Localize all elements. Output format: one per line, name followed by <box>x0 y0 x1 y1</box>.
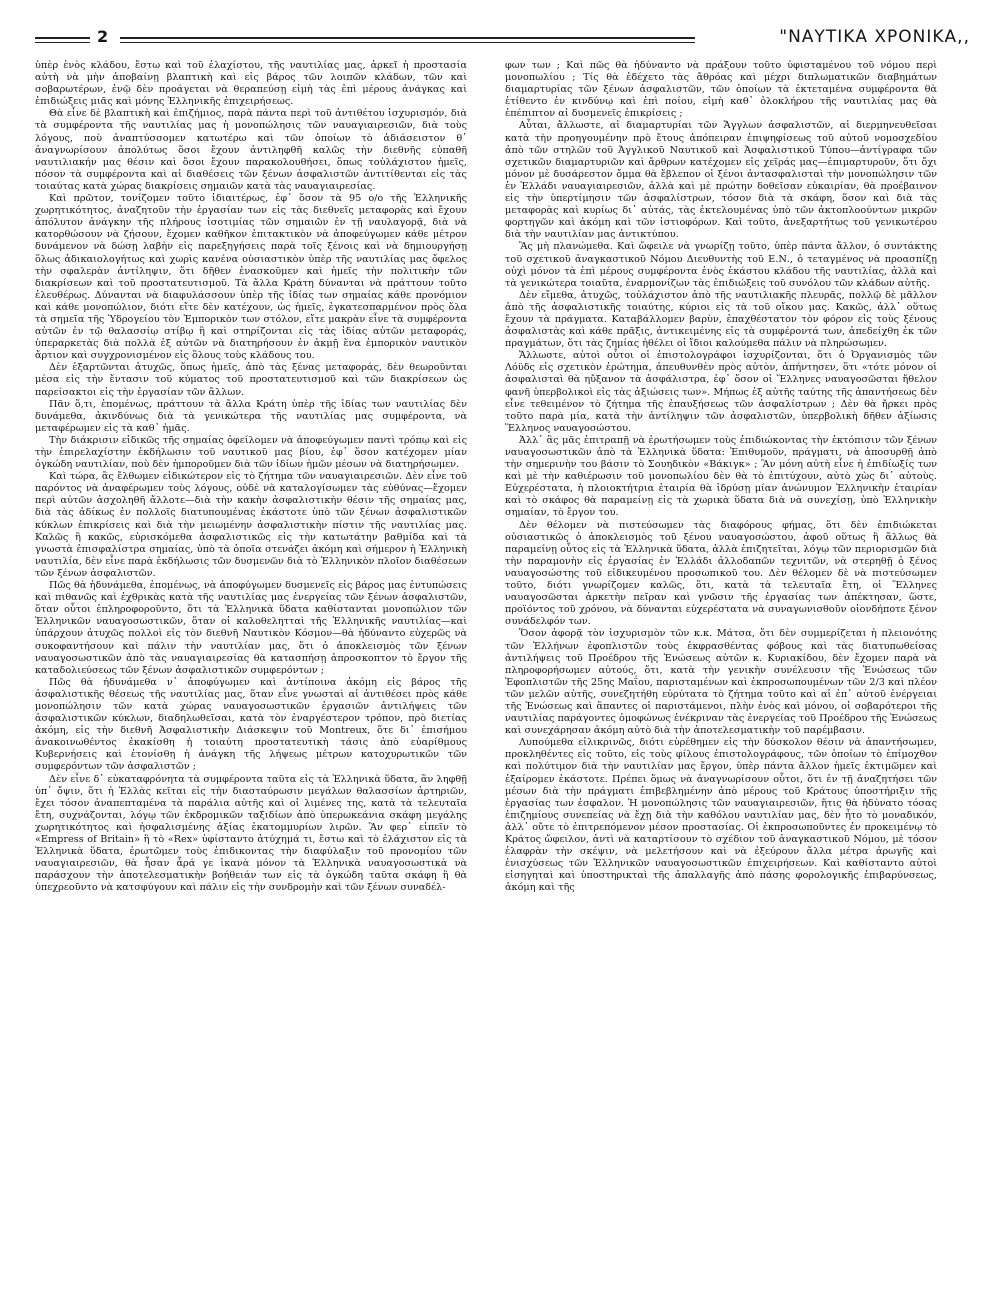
paragraph: Πῶς θὰ ἠδυνάμεθα ν᾽ ἀποφύγωμεν καὶ ἀντίποινα ἀκόμη εἰς βάρος τῆς ἀσφαλιστικῆς θέσεως τῆς ναυτιλίας μας, ὅταν εἶνε γνωσταὶ αἱ ἀντιθέσει πρὸς κάθε μονοπώλησιν τῶν κατὰ χώρας ναυαγοσωστικῶν ἐργασιῶν ἀντιλήψεις τῶν ἀσφαλιστικῶν κύκλων, διαδηλωθεῖσαι, κατὰ τὸν ἐναργέστερον τρόπον, πρὸ διετίας ἀκόμη, εἰς τὴν διεθνῆ Ἀσφαλιστικὴν Διάσκεψιν τοῦ Montreux, ὅτε δι᾽ ἐπισήμου ἀνακοινωθέντος ἐκακίσθη ἡ τοιαύτη προστατευτικὴ τάσις ἀπὸ εὐαρίθμους Κυβερνήσεις καὶ ἐτονίσθη ἡ ἀνάγκη τῆς λήψεως μέτρων κατοχυρωτικῶν τῶν συμφερόντων τῶν ἀσφαλιστῶν ; <box>35 676 467 773</box>
paragraph: Τὴν διάκρισιν εἰδικῶς τῆς σημαίας ὀφείλομεν νὰ ἀποφεύγωμεν παντὶ τρόπῳ καὶ εἰς τὴν ἐπιρελαχίστην ἐκδήλωσιν τοῦ ναυτικοῦ μας βίου, ἐφ᾽ ὅσον κατέχομεν μίαν ὀγκώδη ναυτιλίαν, ποὺ δὲν ἠμποροῦμεν διὰ τῶν ἰδίων ἡμῶν μέσων νὰ διατηρήσωμεν. <box>35 434 467 471</box>
page-header <box>35 27 970 57</box>
paragraph: Ἄλλωστε, αὐτοὶ οὗτοι οἱ ἐπιστολογράφοι ἰσχυρίζονται, ὅτι ὁ Ὀργανισμὸς τῶν Λόϋδς εἰς σχετικὸν ἐρώτημα, ἀπευθυνθὲν πρὸς αὐτὸν, ἀπήντησεν, ὅτι «τότε μόνον οἱ ἀσφαλισταὶ θὰ ηὔξανον τὰ ἀσφάλιστρα, ἐφ᾽ ὅσον οἱ Ἕλληνες ναυαγοσῶσται ἤθελον φανῆ ὑπερβολικοὶ εἰς τὰς ἀξιώσεις των». Μήπως ἐξ αὐτῆς ταύτης τῆς ἀπαντήσεως δὲν εἶνε τεθειμένον τὸ ζήτημα τῆς ἐπαυξήσεως τῶν ἀσφαλίστρων ; Δὲν θὰ ἤρκει πρὸς τοῦτο παρὰ μία, κατὰ τὴν ἀντίληψιν τῶν ἀσφαλιστῶν, ὑπερβολικὴ δῆθεν ἀξίωσις Ἕλληνος ναυαγοσώστου. <box>505 350 937 434</box>
paragraph: Δὲν θέλομεν νὰ πιστεύσωμεν τὰς διαφόρους φήμας, ὅτι δὲν ἐπιδιώκεται οὐσιαστικῶς ὁ ἀποκλεισμὸς τοῦ ξένου ναυαγοσώστου, ἀφοῦ οὕτως ἢ ἄλλως θὰ παραμείνῃ οὗτος εἰς τὰ Ἑλληνικὰ ὕδατα, ἀλλὰ ἐπιζητεῖται, λόγῳ τῶν περιορισμῶν διὰ τὴν παραμονὴν εἰς ἐργασίας ἐν Ἑλλάδι ἀλλοδαπῶν τεχνιτῶν, νὰ στερηθῇ ὁ ξένος ναυαγοσώστης τοῦ εἰδικευμένου προσωπικοῦ του. Δὲν θέλομεν δὲ νὰ πιστεύσωμεν τοῦτο, διότι γνωρίζομεν καλῶς, ὅτι, κατὰ τὰ τελευταῖα ἔτη, οἱ Ἕλληνες ναυαγοσῶσται ἀρκετὴν πεῖραν καὶ γνῶσιν τῆς ἐργασίας των ἀπέκτησαν, ὥστε, προϊόντος τοῦ χρόνου, νὰ δύνανται εὐχερέστατα νὰ συναγωνισθοῦν οἱονδήποτε ξένον συνάδελφόν των. <box>505 519 937 628</box>
paragraph: Καὶ τώρα, ἂς ἔλθωμεν εἰδικώτερον εἰς τὸ ζήτημα τῶν ναυαγιαιρεσιῶν. Δὲν εἶνε τοῦ παρόντος νὰ ἀναφέρωμεν τοὺς λόγους, οὐδὲ νὰ καταλογίσωμεν τὰς εὐθύνας—ἔχομεν περὶ αὐτῶν ἀσχοληθῆ ἄλλοτε—διὰ τὴν κακὴν ἀσφαλιστικὴν θέσιν τῆς σημαίας μας, διὰ τὰς ἀδίκως ἐν πολλοῖς διατυπουμένας ἑκάστοτε ὑπὸ τῶν ξένων ἀσφαλιστικῶν κύκλων ἐπικρίσεις καὶ διὰ τὴν μειωμένην ἀσφαλιστικὴν πίστιν τῆς ναυτιλίας μας. Καλῶς ἢ κακῶς, εὑρισκόμεθα ἀσφαλιστικῶς εἰς τὴν κατωτάτην βαθμίδα καὶ τὰ γνωστὰ ἐπισφαλίστρα σημαίας, ὑπὸ τὰ ὁποῖα στενάζει ἀκόμη καὶ σήμερον ἡ Ἑλληνικὴ ναυτιλία, δὲν εἶνε παρὰ ἐκδήλωσις τῶν δυσμενῶν διὰ τὸ Ἑλληνικὸν πλοῖον διαθέσεων τῶν ξένων ἀσφαλιστῶν. <box>35 471 467 579</box>
page-number: 2 <box>97 27 109 46</box>
paragraph: Θὰ εἶνε δὲ βλαπτικὴ καὶ ἐπιζήμιος, παρὰ πάντα περὶ τοῦ ἀντιθέτου ἰσχυρισμόν, διὰ τὰ συμφέροντα τῆς ναυτιλίας μας ἡ μονοπώλησις τῶν ναυαγιαιρεσιῶν, διὰ τοὺς λόγους, ποὺ ἀναπτύσσομεν κατωτέρω καὶ τῶν ὁποίων τὸ ἀδιάσειστον θ᾽ ἀναγνωρίσουν ἀπολύτως ὅσοι ἔχουν ἀντιληφθῆ καλῶς τὴν διεθνῆς εὐπαθῆ ναυτιλιακήν μας θέσιν καὶ ὅσοι ἔχουν παρακολουθήσει, ὅπως τοὐλάχιστον ἡμεῖς, πόσον τὰ συμφέροντα καὶ αἱ διαθέσεις τῶν ξένων ἀσφαλιστῶν ἀντιτίθενται εἰς τὰς τοιαύτας κατὰ χώρας διακρίσεις σημαιῶν κατὰ τὰς ναυαγιαιρεσίας. <box>35 108 467 192</box>
paragraph: Ἀλλ᾽ ἂς μᾶς ἐπιτραπῇ νὰ ἐρωτήσωμεν τοὺς ἐπιδιώκοντας τὴν ἐκτόπισιν τῶν ξένων ναυαγοσωστικῶν ἀπὸ τὰ Ἑλληνικὰ ὕδατα: Ἐπιθυμοῦν, πράγματι, νὰ ἀποσυρθῇ ἀπὸ τὴν σημερινὴν του βάσιν τὸ Σουηδικὸν «Βάκιγκ» ; Ἂν μόνη αὐτὴ εἶνε ἡ ἐπιδίωξίς των καὶ μὲ τὴν καθιέρωσιν τοῦ μονοπωλίου δὲν θὰ τὸ ἐπιτύχουν, αὐτὸ χὼς δι᾽ αὐτοὺς. Εὐχερέστατα, ἡ πλοιοκτήτρια ἑταιρία θὰ ἱδρύσῃ μίαν ἀνώνυμον Ἑλληνικὴν ἑταιρίαν καὶ τὸ σκάφος θὰ παραμείνῃ εἰς τὰ χωρικὰ ὕδατα διὰ νὰ συνεχίσῃ, ὑπὸ Ἑλληνικὴν σημαίαν, τὸ ἔργον του. <box>505 434 937 519</box>
header-rule-middle <box>120 37 695 39</box>
paragraph: φων των ; Καὶ πῶς θὰ ἠδύναντο νὰ πράξουν τοῦτο ὑφισταμένου τοῦ νόμου περὶ μονοπωλίου ; Τίς θὰ ἐδέχετο τὰς ἄθρόας καὶ μέχρι διπλωματικῶν διαβημάτων διαμαρτυρίας τῶν ξένων ἀσφαλιστῶν, τῶν ὁποίων τὰ ἐκτεταμένα συμφέροντα θὰ ἐτίθεντο ἐν κινδύνῳ καὶ ἐπὶ ποίου, εἰμὴ καθ᾽ ὁλοκλήρου τῆς ναυτιλίας μας θὰ ἐπέπιπτον αἱ δυσμενεῖς ἐπικρίσεις ; <box>505 60 937 120</box>
journal-title: "ΝΑΥΤΙΚΑ ΧΡΟΝΙΚΑ,, <box>779 27 970 47</box>
paragraph: ὑπὲρ ἑνὸς κλάδου, ἔστω καὶ τοῦ ἐλαχίστου, τῆς ναυτιλίας μας, ἀρκεῖ ἡ προστασία αὐτὴ νὰ μὴν ἀποβαίνῃ βλαπτικὴ καὶ εἰς βάρος τῶν λοιπῶν κλάδων, τῶν καὶ σοβαρωτέρων, ἐνῷ δὲν προάγεται νὰ θεραπεύσῃ εἰμὴ τὰς ἐπὶ μέρους ἀνάγκας καὶ ἐπιδιώξεις μιᾶς καὶ μόνης Ἑλληνικῆς ἐπιχειρήσεως. <box>35 60 467 108</box>
paragraph: Καὶ πρῶτον, τονίζομεν τοῦτο ἰδιαιτέρως, ἐφ᾽ ὅσον τὰ 95 ο/ο τῆς Ἑλληνικῆς χωρητικότητος, ἀναζητοῦν τὴν ἐργασίαν των εἰς τὰς διεθνεῖς μεταφορὰς καὶ ἔχουν ἀπόλυτον ἀνάγκην τῆς πλήρους ἰσοτιμίας τῶν σημαιῶν ἐν τῇ ναυλαγορᾷ, διὰ νὰ κατορθώσουν νὰ ζήσουν, ἔχομεν καθῆκον ἐπιτακτικὸν νὰ ἀποφεύγωμεν κάθε μέτρον δυνάμενον νὰ δώσῃ λαβὴν εἰς παρεξηγήσεις παρὰ τοῖς ξένοις καὶ νὰ δημιουργήσῃ ὅλως ἀδικαιολογήτως καὶ χωρὶς κανένα οὐσιαστικὸν ὑπὲρ τῆς ναυτιλίας μας ὄφελος τὴν σφαλερὰν ἀντίληψιν, ὅτι δῆθεν ἐνασκοῦμεν καὶ ἡμεῖς τὴν πολιτικὴν τῶν διακρίσεων καὶ τοῦ προστατευτισμοῦ. Τὰ ἄλλα Κράτη δύνανται νὰ πράττουν τοῦτο ἐλευθέρως. Δύνανται νὰ διαφυλάσσουν ὑπὲρ τῆς ἰδίας των σημαίας κάθε προνόμιον καὶ κάθε μονοπώλιον, διότι εἴτε δὲν κατέχουν, ὡς ἡμεῖς, ἐγκατεσπαρμένον πρὸς ὅλα τὰ σημεῖα τῆς Ὑδρογείου τὸν Ἐμπορικὸν των στόλον, εἴτε μακρὰν εἶνε τὰ συμφέροντα αὐτῶν ἐν τῷ θαλασσίῳ στίβῳ ἢ καὶ στηρίζονται εἰς τὰς ἰδίας αὐτῶν μεταφοράς, ὑπεραρκετὰς διὰ πολλὰ ἐξ αὐτῶν νὰ διατηρήσουν ἐν ἀκμῇ ἕνα ἐμπορικὸν ναυτικὸν ἄρτιον καὶ συγχρονισμένον εἰς ὅλους τοὺς κλάδους του. <box>35 193 467 362</box>
paragraph: Ὅσον ἀφορᾷ τὸν ἰσχυρισμὸν τῶν κ.κ. Μάτσα, ὅτι δὲν συμμερίζεται ἡ πλειονότης τῶν Ἑλλήνων ἐφοπλιστῶν τοὺς ἐκφρασθέντας φόβους καὶ τὰς διατυπωθείσας ἀντιλήψεις τοῦ Προέδρου τῆς Ἑνώσεως αὐτῶν κ. Κυριακίδου, δὲν ἔχομεν παρὰ νὰ πληροφορήσωμεν αὐτούς, ὅτι, κατὰ τὴν γενικὴν συνέλευσιν τῆς Ἑνώσεως τῶν Ἐφοπλιστῶν τῆς 25ης Μαΐου, παρισταμένων καὶ ἐκπροσωπουμένων τῶν 2/3 καὶ πλέον τῶν μελῶν αὐτῆς, συνεζητήθη εὐρύτατα τὸ ζήτημα τοῦτο καὶ αἱ ἐπ᾽ αὐτοῦ ἐνέργειαι τῆς Ἑνώσεως καὶ ἅπαντες οἱ παριστάμενοι, πλὴν ἑνὸς καὶ μόνου, οἱ σοβαρότεροι τῆς ναυτιλίας παράγοντες ὁμοφώνως ἐνέκριναν τὰς ἐνεργείας τοῦ Προέδρου τῆς Ἑνώσεως καὶ συνεχάρησαν ἀκόμη αὐτὸ διὰ τὴν ἀποτελεσματικὴν τοῦ παρέμβασιν. <box>505 628 937 737</box>
right-column <box>505 60 937 1265</box>
left-column <box>35 60 467 1265</box>
paragraph: Πῶς θὰ ἠδυνάμεθα, ἑπομένως, νὰ ἀποφύγωμεν δυσμενεῖς εἰς βάρος μας ἐντυπώσεις καὶ πιθανῶς καὶ ἐχθρικὰς κατὰ τῆς ναυτιλίας μας ἐνεργείας τῶν ξένων ἀσφαλιστῶν, ὅταν οὗτοι ἐπληροφοροῦντο, ὅτι τὰ Ἑλληνικὰ ὕδατα καθίστανται μονοπώλιον τῶν Ἑλληνικῶν ναυαγοσωστικῶν, ὅταν οἱ καλοθελητταὶ τῆς Ἑλληνικῆς ναυτιλίας—καὶ ὑπάρχουν ἀτυχῶς πολλοὶ εἰς τὸν διεθνῆ Ναυτικὸν Κόσμον—θὰ ἠδύναντο εὐχερῶς νὰ συκοφαντήσουν καὶ πάλιν τὴν ναυτιλίαν μας, ὅτι ὁ ἀποκλεισμὸς τῶν ξένων ναυαγοσωστικῶν ἀπὸ τὰς ναυαγιαιρεσίας θὰ κατασπήσῃ ἀπροσκοπτον τὸ ἔργον τῆς καταδολιεύσεως τῶν ξένων ἀσφαλιστικῶν συμφερόντων ; <box>35 580 467 676</box>
paragraph: Πᾶν ὅ,τι, ἑπομένως, πράττουν τὰ ἄλλα Κράτη ὑπὲρ τῆς ἰδίας των ναυτιλίας δὲν δυνάμεθα, ἀκινδύνως διὰ τὰ γενικώτερα τῆς ναυτιλίας μας συμφέροντα, νὰ μεταφέρωμεν εἰς τὰ καθ᾽ ἡμᾶς. <box>35 398 467 434</box>
paragraph: Δὲν ἐξαρτῶνται ἀτυχῶς, ὅπως ἡμεῖς, ἀπὸ τὰς ξένας μεταφοράς, δὲν θεωροῦνται μέσα εἰς τὴν ἔντασιν τοῦ κύματος τοῦ προστατευτισμοῦ καὶ τῶν διακρίσεων ὡς παρείσακτοι εἰς τὴν ἐργασίαν τῶν ἄλλων. <box>35 362 467 398</box>
paragraph: Δὲν εἴμεθα, ἀτυχῶς, τοὐλάχιστον ἀπὸ τῆς ναυτιλιακῆς πλευρᾶς, πολλῷ δὲ μᾶλλον ἀπὸ τῆς ἀσφαλιστικῆς τοιαύτης, κύριοι εἰς τὰ τοῦ οἴκου μας. Κακῶς, ἀλλ᾽ οὕτως ἔχουν τὰ πράγματα. Καταβάλλομεν βαρὺν, ἐπαχθέστατον τὸν φόρον εἰς τοὺς ξένους ἀσφαλιστὰς καὶ κάθε πρᾶξις, ἀντικειμένης εἰς τὰ συμφέροντά των, ἀπεδείχθη ἐκ τῶν πραγμάτων, ὅτι τὰς ζημίας ἠθέλει οἱ ἴδιοι καλούμεθα πάλιν νὰ πληρώσωμεν. <box>505 289 937 350</box>
paragraph: Λυπούμεθα εἰλικρινῶς, διότι εὑρέθημεν εἰς τὴν δύσκολον θέσιν νὰ ἀπαντήσωμεν, προκληθέντες εἰς τοῦτο, εἰς τοὺς φίλους ἐπιστολογράφους, τῶν ὁποίων τὸ ἐπίμοχθον καὶ πολύτιμον διὰ τὴν ναυτιλίαν μας ἔργον, ὑπὲρ πάντα ἄλλον ἡμεῖς ἐκτιμῶμεν καὶ ἐξαίρομεν ἑκάστοτε. Πρέπει ὅμως νὰ ἀναγνωρίσουν οὗτοι, ὅτι ἐν τῇ ἀναζητήσει τῶν μέσων διὰ τὴν πράγματι ἐπιβεβλημένην ἀπὸ μέρους τοῦ Κράτους ὑποστήριξιν τῆς ἐργασίας των ἐσφαλον. Ἡ μονοπώλησις τῶν ναυαγιαιρεσιῶν, ἥτις θὰ ἠδύνατο τόσας ἐπιζημίους συνεπείας νὰ ἔχῃ διὰ τὴν καθόλου ναυτιλίαν μας, δὲν ἦτο τὸ μοναδικόν, ἀλλ᾽ οὔτε τὸ ἐπιτρεπόμενον μέσον προστασίας. Οἱ ἐκπροσωποῦντες ἐν προκειμένῳ τὸ Κράτος ὤφειλον, ἀντὶ νὰ καταρτίσουν τὸ σχέδιον τοῦ ἀναγκαστικοῦ Νόμου, μὲ τόσον ἐλαφρὰν τὴν σκέψιν, νὰ μελετήσουν καὶ νὰ ἐξεύρουν ἄλλα μέτρα ἀρωγῆς καὶ ἐνισχύσεως τῶν Ἑλληνικῶν ναυαγοσωστικῶν ἐπιχειρήσεων. Καὶ καθίσταντο αὐτοὶ εἰσηγηταὶ καὶ ὑποστηρικταὶ τῆς ἀπαλλαγῆς ἀπὸ πάσης φορολογικῆς ἐπιβαρύνσεως, ἀκόμη καὶ τῆς <box>505 737 937 894</box>
header-rule-left <box>35 37 90 39</box>
header-rule-left-thin <box>35 42 90 43</box>
paragraph: Αὗται, ἄλλωστε, αἱ διαμαρτυρίαι τῶν Ἄγγλων ἀσφαλιστῶν, αἱ διερμηνευθεῖσαι κατὰ τὴν προηγουμένην πρὸ ἔτους ἀπόπειραν ἐπιψηφίσεως τοῦ αὐτοῦ νομοσχεδίου ἀπὸ τῶν στηλῶν τοῦ Ἀγγλικοῦ Ναυτικοῦ καὶ Ἀσφαλιστικοῦ Τύπου—ἀντίγραφα τῶν σχετικῶν διαμαρτυριῶν καὶ ἄρθρων κατέχομεν εἰς χεῖράς μας—ἐπιμαρτυροῦν, ὅτι ὄχι μόνον μὲ δυσάρεστον ὄμμα θὰ ἔβλεπον οἱ ξένοι ἀντασφαλισταὶ τὴν μονοπώλησιν τῶν ἐν Ἑλλάδι ναυαγιαιρεσιῶν, ἀλλὰ καὶ μὲ πρώτην δοθεῖσαν εὐκαιρίαν, θὰ προέβαινον εἰς τὴν ὑπερτίμησιν τῶν ἀσφαλίστρων, τόσον διὰ τὰ σκάφη, ὅσον καὶ διὰ τὰς μεταφορὰς καὶ κυρίως δι᾽ αὐτάς, τὰς ἐκτελουμένας ὑπὸ τῶν ἀκτοπλοούντων μικρῶν φορτηγῶν καὶ ἀκόμη καὶ τῶν ἱστιοφόρων. Καὶ τοῦτο, ἀνεξαρτήτως τοῦ γενικωτέρου διὰ τὴν ναυτιλίαν μας ἀντικτύπου. <box>505 120 937 241</box>
paragraph: Δὲν εἶνε δ᾽ εὐκαταφρόνητα τὰ συμφέροντα ταῦτα εἰς τὰ Ἑλληνικὰ ὕδατα, ἂν ληφθῇ ὑπ᾽ ὄψιν, ὅτι ἡ Ἑλλὰς κεῖται εἰς τὴν διασταύρωσιν μεγάλων θαλασσίων ἀρτηριῶν, ἔχει τόσον ἀναπεπταμένα τὰ παράλια αὐτῆς καὶ οἱ λιμένες της, κατὰ τὰ τελευταῖα ἔτη, συχνάζονται, λόγῳ τῶν ἐκδρομικῶν ταξιδίων ἀπὸ ὑπερωκεάνια σκάφη μεγάλης χωρητικότητος καὶ ἠσφαλισμένης ἀξίας ἑκατομμυρίων λιρῶν. Ἂν φερ᾽ εἰπεῖν τὸ «Empress of Britain» ἢ τὸ «Rex» ὑφίσταντο ἀτύχημά τι, ἔστω καὶ τὸ ἐλάχιστον εἰς τὰ Ἑλληνικὰ ὕδατα, ἐρωτῶμεν τοὺς ἐπιδικοντας τὴν διαφύλαξιν τοῦ προνομίου τῶν ναυαγιαιρεσιῶν, θὰ ἦσαν ἆρά γε ἱκανὰ μόνον τὰ Ἑλληνικὰ ναυαγοσωστικὰ νὰ παράσχουν τὴν ἀποτελεσματικὴν βοήθειάν των εἰς τὰ ὀγκώδη ταῦτα σκάφη ἢ θὰ ὑπεχρεοῦντο νὰ κατσφύγουν καὶ πάλιν εἰς τὴν συνδρομὴν καὶ τῶν ξένων συναδέλ- <box>35 773 467 894</box>
paragraph: Ἂς μὴ πλανώμεθα. Καὶ ὤφειλε νὰ γνωρίζῃ τοῦτο, ὑπὲρ πάντα ἄλλον, ὁ συντάκτης τοῦ σχετικοῦ ἀναγκαστικοῦ Νόμου Διευθυντὴς τοῦ Ε.Ν., ὁ τεταγμένος νὰ προασπίζῃ οὐχὶ μόνον τὰ ἐπὶ μέρους συμφέροντα ἑνὸς ἑκάστου κλάδου τῆς ναυτιλίας, ἀλλὰ καὶ τὰ γενικώτερα τοιαῦτα, ἐναρμονίζων τὰς ἐπιδιώξεις τοῦ συνόλου τῶν κλάδων αὐτῆς. <box>505 241 937 289</box>
header-rule-middle-thin <box>120 42 695 43</box>
